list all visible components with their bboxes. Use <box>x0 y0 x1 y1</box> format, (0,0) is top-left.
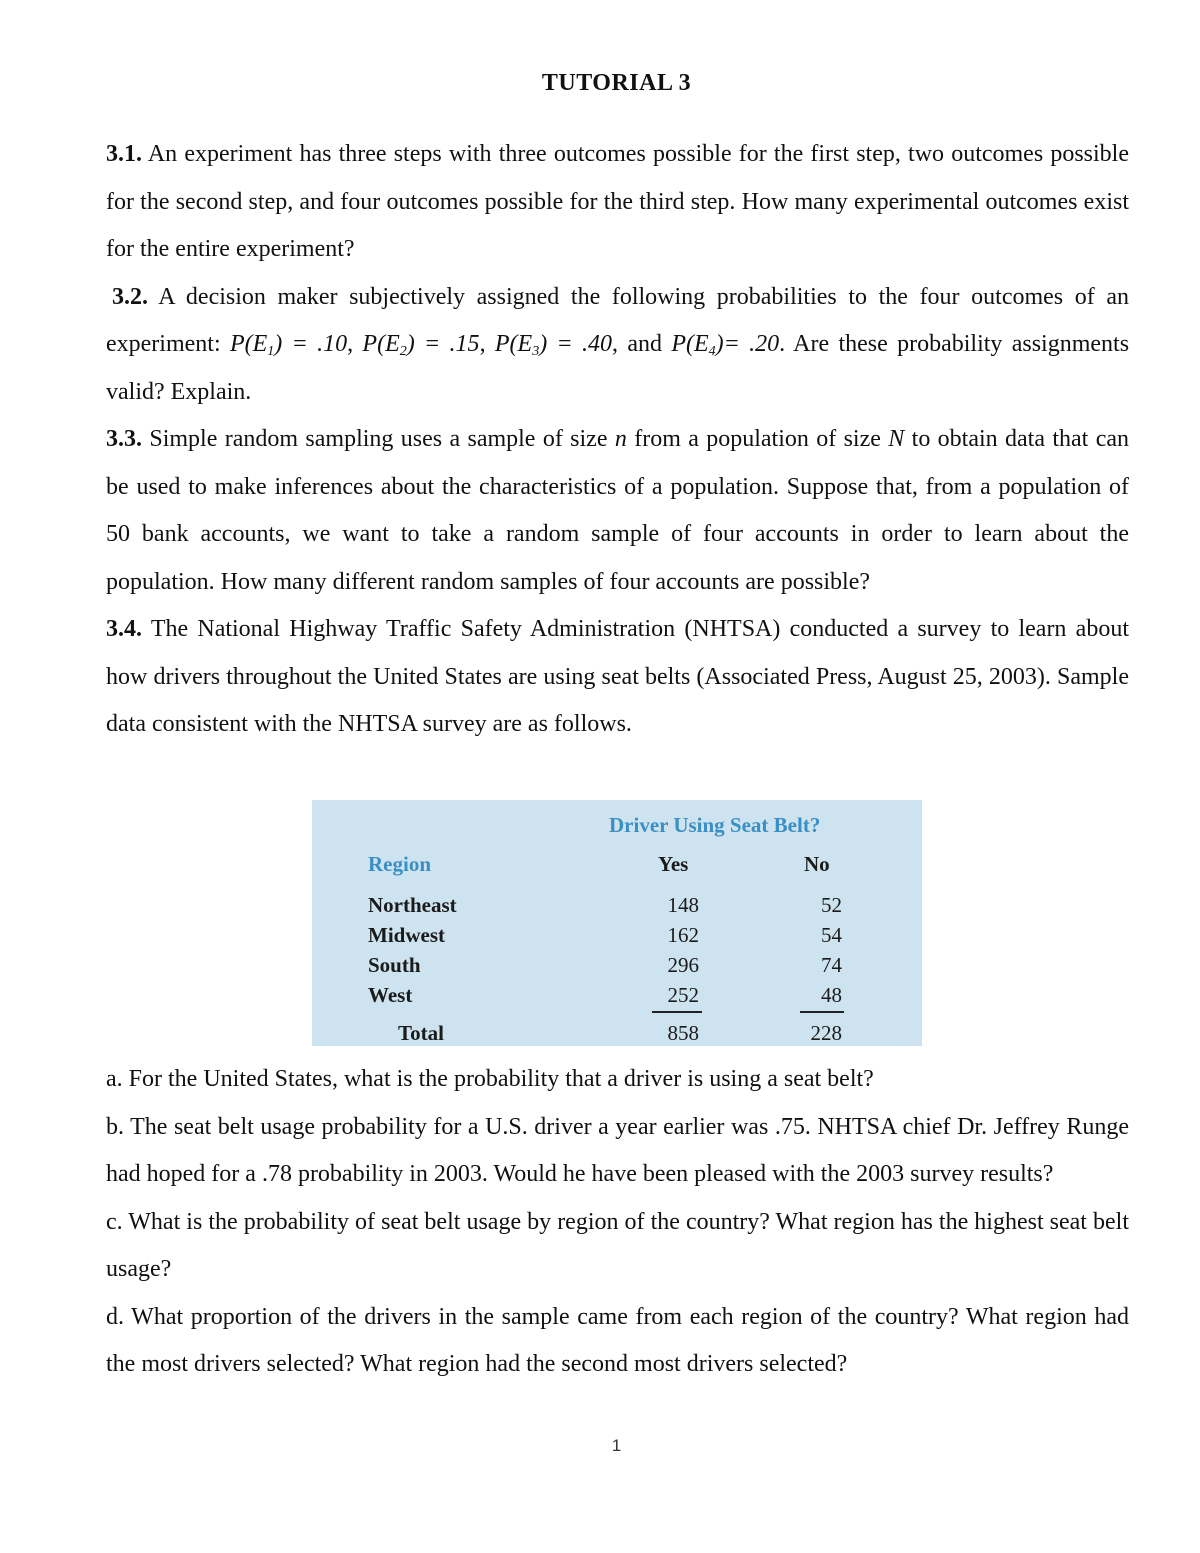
question-text: from a population of size <box>626 426 889 452</box>
table-group-header: Driver Using Seat Belt? <box>609 813 821 837</box>
table-row-no: 54 <box>821 923 842 947</box>
question-3-3 <box>106 416 1129 606</box>
table-row-region: West <box>368 983 413 1007</box>
table-row-yes: 296 <box>667 953 699 977</box>
seat-belt-table <box>312 800 922 1046</box>
question-text: A decision maker subjectively assigned the following probabilities to the four outcomes of an experiment: <box>106 283 1130 357</box>
question-text: An experiment has three steps with three outcomes possible for the first step, two outcomes possible for the second step, and four outcomes possible for the third step. How many experimental outcomes exist for the entire experiment? <box>106 141 1129 262</box>
table-row-no: 48 <box>821 983 842 1007</box>
subquestion-d: d. What proportion of the drivers in the sample came from each region of the country? What region had the most drivers selected? What region had the second most drivers selected? <box>106 1303 1129 1377</box>
question-number: 3.3. <box>106 426 142 452</box>
probability-e1: $P(E_1) = .10$ <box>229 331 348 359</box>
table-header-yes: Yes <box>658 852 689 876</box>
total-rule-yes <box>652 1011 702 1013</box>
subquestion-b: b. The seat belt usage probability for a U.S. driver a year earlier was .75. NHTSA chief Dr. Jeffrey Runge had hoped for a .78 probability in 2003. Would he have been pleased with the 2003 survey results? <box>106 1113 1129 1187</box>
question-text: Simple random sampling uses a sample of size <box>149 426 615 452</box>
question-3-1 <box>106 131 1129 274</box>
table-total-no: 228 <box>810 1021 842 1045</box>
table-row-yes: 252 <box>667 983 699 1007</box>
question-text: to obtain data that can be used to make inferences about the characteristics of a population. Suppose that, from a population of 50 bank accounts, we want to take a random sample of four accounts in order to learn about the population. How many different random samples of four accounts are possible? <box>106 426 1130 595</box>
table-row-no: 74 <box>821 953 842 977</box>
table-row-no: 52 <box>821 893 842 917</box>
subquestion-a: a. For the United States, what is the probability that a driver is using a seat belt? <box>106 1066 874 1092</box>
table-total-label: Total <box>398 1021 444 1045</box>
variable-n: n <box>614 426 627 452</box>
subquestion-c: c. What is the probability of seat belt usage by region of the country? What region has the highest seat belt usage? <box>106 1208 1129 1282</box>
probability-e3: $P(E_3) = .40$ <box>494 331 613 359</box>
question-text: Are these probability assignments valid? Explain. <box>106 331 1130 405</box>
question-3-2: 3.2. A decision maker subjectively assigned the following probabilities to the four outcomes of an experiment: $P(E_1) = .10$, $P(E_2) = .15$, $P(E_3) = .40$, and $P(E_4)= .20$. Are these probability assignments valid? Explain. <box>106 283 1130 405</box>
question-number: 3.1. <box>106 141 142 167</box>
question-number: 3.4. <box>106 616 142 642</box>
questions-block <box>106 131 1129 749</box>
table-row-region: Midwest <box>368 923 445 947</box>
table-row-yes: 162 <box>667 923 699 947</box>
table-header-no: No <box>804 852 830 876</box>
subquestions-block <box>106 1056 1129 1389</box>
variable-N: N <box>888 426 905 452</box>
probability-e2: $P(E_2) = .15$ <box>362 331 480 359</box>
question-text: The National Highway Traffic Safety Administration (NHTSA) conducted a survey to learn about how drivers throughout the United States are using seat belts (Associated Press, August 25, 2003). Sample data consistent with the NHTSA survey are as follows. <box>106 616 1129 737</box>
total-rule-no <box>800 1011 844 1013</box>
table-row-yes: 148 <box>667 893 699 917</box>
question-number: 3.2. <box>112 283 148 310</box>
page-number: 1 <box>611 1436 622 1455</box>
table-header-region: Region <box>368 852 431 876</box>
table-total-yes: 858 <box>667 1021 699 1045</box>
table-row-region: South <box>368 953 421 977</box>
table-row-region: Northeast <box>368 893 457 917</box>
probability-e4: $P(E_4)= .20$ <box>671 331 780 359</box>
question-3-4 <box>106 606 1129 749</box>
page-title: TUTORIAL 3 <box>541 70 692 96</box>
